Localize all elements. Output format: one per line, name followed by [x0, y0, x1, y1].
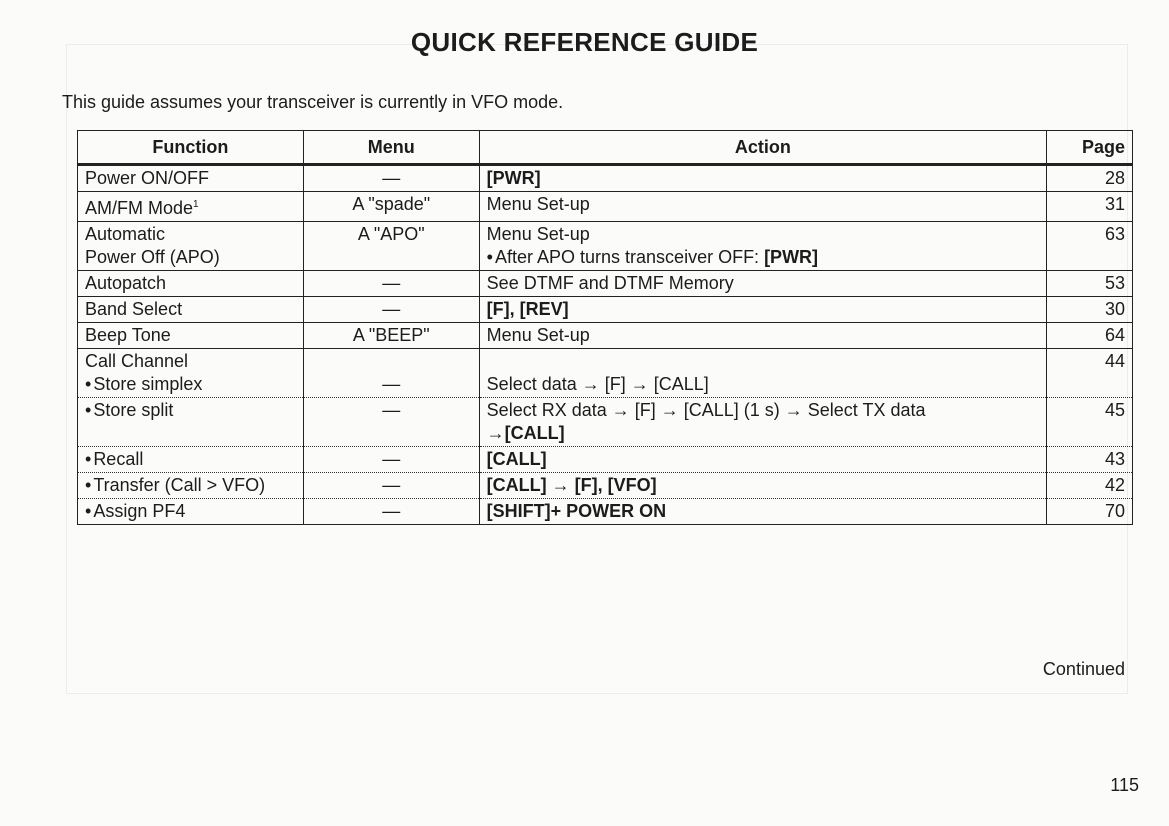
action-text	[487, 373, 1039, 396]
action-cell: Menu Set-up	[479, 192, 1046, 222]
function-text: AM/FM Mode	[85, 198, 194, 218]
table-row	[78, 323, 1133, 349]
menu-cell: —	[303, 165, 479, 192]
page-cell: 63	[1047, 222, 1133, 271]
reference-table	[77, 130, 1133, 525]
action-cell: See DTMF and DTMF Memory	[479, 271, 1046, 297]
page-cell: 43	[1047, 447, 1133, 473]
action-cell	[479, 222, 1046, 271]
action-text: Select RX data → [F] → [CALL] (1 s) → Select TX data	[486, 400, 926, 420]
function-cell	[78, 473, 304, 499]
menu-cell: A "APO"	[303, 222, 479, 271]
menu-cell: —	[303, 297, 479, 323]
table-row	[78, 165, 1133, 192]
header-function: Function	[78, 131, 304, 165]
action-text: [F], [REV]	[486, 299, 569, 319]
table-row	[78, 473, 1133, 499]
action-note-key: [PWR]	[764, 247, 819, 267]
page-number: 115	[1110, 775, 1139, 795]
action-text: Menu Set-up	[486, 224, 590, 244]
page-cell: 30	[1047, 297, 1133, 323]
table-row	[78, 398, 1133, 447]
function-sub-item: • Store simplex	[85, 373, 296, 396]
header-page: Page	[1047, 131, 1133, 165]
table-row	[78, 499, 1133, 525]
table-row	[78, 192, 1133, 222]
menu-cell: —	[303, 271, 479, 297]
action-text: [PWR]	[486, 168, 541, 188]
menu-text: —	[382, 374, 401, 394]
action-cell	[479, 447, 1046, 473]
action-note-text: After APO turns transceiver OFF:	[494, 247, 765, 267]
function-sub-item: • Assign PF4	[85, 500, 296, 523]
function-cell: Band Select	[78, 297, 304, 323]
function-cell	[78, 222, 304, 271]
action-text: [CALL]	[486, 449, 547, 469]
menu-cell: —	[303, 499, 479, 525]
function-cell: Power ON/OFF	[78, 165, 304, 192]
function-cell	[78, 499, 304, 525]
page-cell: 64	[1047, 323, 1133, 349]
table-header-row	[78, 131, 1133, 165]
function-cell: Beep Tone	[78, 323, 304, 349]
action-text-value: Select data → [F] → [CALL]	[486, 374, 709, 394]
table-row	[78, 271, 1133, 297]
function-text-line2: Power Off (APO)	[85, 247, 220, 267]
function-cell	[78, 398, 304, 447]
page-cell: 53	[1047, 271, 1133, 297]
footnote-marker: 1	[193, 199, 199, 210]
function-cell	[78, 447, 304, 473]
page-cell: 28	[1047, 165, 1133, 192]
table-row	[78, 349, 1133, 398]
menu-cell: A "spade"	[303, 192, 479, 222]
continued-note: Continued	[1042, 659, 1125, 679]
function-text: Call Channel	[85, 351, 189, 371]
table-row	[78, 447, 1133, 473]
menu-cell	[303, 349, 479, 398]
function-text: Automatic	[85, 224, 166, 244]
action-cell	[479, 499, 1046, 525]
action-cell	[479, 349, 1046, 398]
table-row	[78, 222, 1133, 271]
menu-cell: —	[303, 398, 479, 447]
menu-cell: —	[303, 473, 479, 499]
page-cell: 31	[1047, 192, 1133, 222]
action-text: [CALL] → [F], [VFO]	[486, 475, 657, 495]
page-cell: 44	[1047, 349, 1133, 398]
function-sub-item: • Transfer (Call > VFO)	[85, 474, 296, 497]
function-cell: Autopatch	[78, 271, 304, 297]
page-cell: 42	[1047, 473, 1133, 499]
intro-text: This guide assumes your transceiver is currently in VFO mode.	[62, 92, 564, 112]
header-action: Action	[479, 131, 1046, 165]
header-menu: Menu	[303, 131, 479, 165]
function-sub-item: • Recall	[85, 448, 296, 471]
menu-cell: —	[303, 447, 479, 473]
action-cell	[479, 398, 1046, 447]
table-row	[78, 297, 1133, 323]
action-cell	[479, 297, 1046, 323]
function-sub-item: • Store split	[85, 399, 296, 422]
action-cell: Menu Set-up	[479, 323, 1046, 349]
menu-cell: A "BEEP"	[303, 323, 479, 349]
action-cell	[479, 473, 1046, 499]
page-cell: 45	[1047, 398, 1133, 447]
page-title: QUICK REFERENCE GUIDE	[410, 27, 759, 57]
action-cell	[479, 165, 1046, 192]
page-cell: 70	[1047, 499, 1133, 525]
function-cell	[78, 192, 304, 222]
action-text: [SHIFT]+ POWER ON	[486, 501, 667, 521]
action-note	[487, 246, 1039, 269]
action-text-line2: →[CALL]	[486, 423, 565, 443]
function-cell	[78, 349, 304, 398]
